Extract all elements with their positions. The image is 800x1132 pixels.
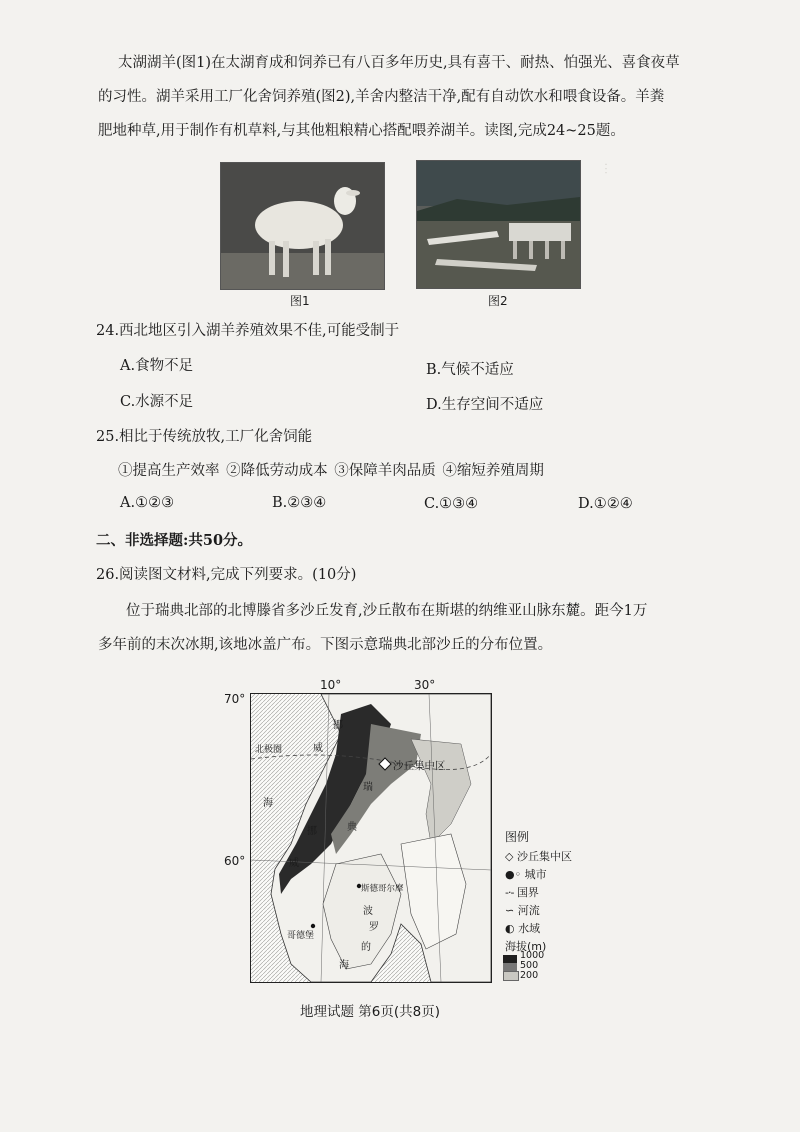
legend-elevation-title: 海拔(m) <box>505 940 547 953</box>
q25-option-d: D.①②④ <box>578 496 633 512</box>
intro-line-3: 肥地种草,用于制作有机草料,与其他粗粮精心搭配喂养湖羊。读图,完成24~25题。 <box>98 123 625 139</box>
q25-stem: 25.相比于传统放牧,工厂化舍饲能 <box>96 429 313 445</box>
map-label-gothenburg: 哥德堡 <box>287 931 315 941</box>
legend-elev-500: 500 <box>520 960 539 971</box>
legend-title: 图例 <box>505 830 530 844</box>
q25-items: ①提高生产效率 ②降低劳动成本 ③保障羊肉品质 ④缩短养殖周期 <box>118 463 544 479</box>
city-dot-icon: ●◦ <box>505 868 522 881</box>
legend-border-label: 国界 <box>516 886 539 899</box>
q25-option-a: A.①②③ <box>120 495 175 511</box>
map-label-de: 的 <box>361 942 371 953</box>
q24-option-c: C.水源不足 <box>120 394 194 410</box>
map-label-arctic-circle: 北极圈 <box>255 745 283 755</box>
map-label-dune-area: 沙丘集中区 <box>393 760 446 772</box>
intro-line-2: 的习性。湖羊采用工厂化舍饲养殖(图2),羊舍内整洁干净,配有自动饮水和喂食设备。羊粪 <box>98 89 665 105</box>
elevation-swatch-200 <box>503 971 519 981</box>
sheep-illustration <box>221 163 384 289</box>
q26-stem: 26.阅读图文材料,完成下列要求。(10分) <box>96 567 357 583</box>
map-label-nuo: 挪 <box>333 720 343 731</box>
map-lat-70: 70° <box>224 692 246 706</box>
map-label-wei: 威 <box>313 743 323 754</box>
map-label-stockholm: 斯德哥尔摩 <box>361 884 404 894</box>
map-label-wei2: 威 <box>289 858 299 869</box>
legend-elev-200: 200 <box>520 970 539 981</box>
elevation-swatch-1000 <box>503 955 517 963</box>
figure-1-caption: 图1 <box>290 294 310 308</box>
legend-river-label: 河流 <box>517 904 540 917</box>
map-label-dian: 典 <box>347 822 357 833</box>
farm-illustration <box>417 161 580 288</box>
q26-line-1: 位于瑞典北部的北博滕省多沙丘发育,沙丘散布在斯堪的纳维亚山脉东麓。距今1万 <box>126 603 648 619</box>
page-footer: 地理试题 第6页(共8页) <box>300 1004 441 1020</box>
diamond-icon: ◇ <box>505 850 514 863</box>
elevation-swatch-500 <box>503 963 517 971</box>
legend-city <box>505 866 547 882</box>
legend-dune-label: 沙丘集中区 <box>516 850 572 863</box>
figure-1-sheep-photo <box>220 162 385 290</box>
legend-dune <box>505 848 572 864</box>
figure-2-farm-photo <box>416 160 581 289</box>
q26-line-2: 多年前的末次冰期,该地冰盖广布。下图示意瑞典北部沙丘的分布位置。 <box>98 637 553 653</box>
legend-water-label: 水域 <box>518 922 541 935</box>
map-label-bo: 波 <box>363 906 373 917</box>
q24-option-a: A.食物不足 <box>120 358 194 374</box>
q25-option-c: C.①③④ <box>424 496 479 512</box>
legend-border <box>505 884 539 900</box>
legend-city-label: 城市 <box>524 868 547 881</box>
sweden-dune-map <box>250 693 492 983</box>
legend-river <box>505 902 540 918</box>
river-icon: ∽ <box>505 904 515 917</box>
map-label-hai2: 海 <box>339 960 349 971</box>
map-label-nuo2: 挪 <box>307 826 317 837</box>
legend-elev-1000: 1000 <box>520 950 545 961</box>
q25-option-b: B.②③④ <box>272 495 327 511</box>
map-lat-60: 60° <box>224 854 246 868</box>
q24-option-d: D.生存空间不适应 <box>426 397 544 413</box>
q24-option-b: B.气候不适应 <box>426 362 514 378</box>
map-lon-10: 10° <box>320 678 342 692</box>
map-label-luo: 罗 <box>369 922 379 933</box>
map-label-hai: 海 <box>263 798 273 809</box>
map-label-rui: 瑞 <box>363 782 373 793</box>
bleed-through-text: ︙ <box>600 162 613 176</box>
map-lon-30: 30° <box>414 678 436 692</box>
intro-line-1: 太湖湖羊(图1)在太湖育成和饲养已有八百多年历史,具有喜干、耐热、怕强光、喜食夜草 <box>118 55 680 71</box>
figure-2-caption: 图2 <box>488 294 508 308</box>
q24-stem: 24.西北地区引入湖羊养殖效果不佳,可能受制于 <box>96 323 400 339</box>
water-area-icon: ◐ <box>505 922 515 935</box>
legend-water <box>505 920 540 936</box>
border-line-icon: -·- <box>505 886 514 899</box>
section-2-heading: 二、非选择题:共50分。 <box>96 532 253 549</box>
